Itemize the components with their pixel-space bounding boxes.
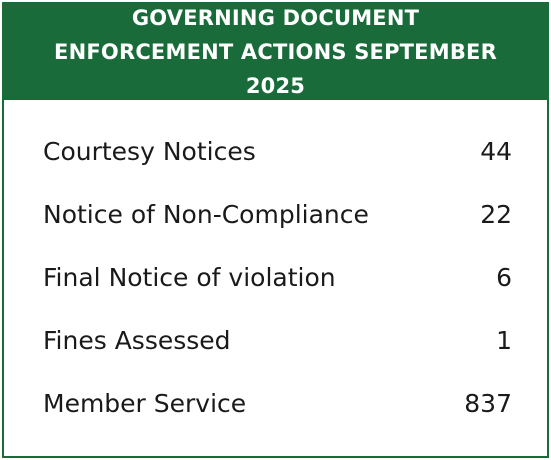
row-value: 837 [464, 389, 512, 418]
row-label: Notice of Non-Compliance [43, 200, 369, 229]
row-value: 1 [496, 326, 512, 355]
list-item [4, 120, 547, 183]
list-item [4, 372, 547, 435]
list-item [4, 183, 547, 246]
row-label: Member Service [43, 389, 247, 418]
row-value: 6 [496, 263, 512, 292]
list-item [4, 246, 547, 309]
enforcement-summary-card [2, 2, 549, 458]
row-label: Fines Assessed [43, 326, 231, 355]
card-header [4, 4, 547, 100]
row-value: 22 [480, 200, 512, 229]
list-item [4, 309, 547, 372]
enforcement-list [4, 120, 547, 435]
row-label: Courtesy Notices [43, 137, 256, 166]
card-title: GOVERNING DOCUMENT ENFORCEMENT ACTIONS SEPTEMBER 2025 [54, 6, 497, 98]
row-label: Final Notice of violation [43, 263, 336, 292]
row-value: 44 [480, 137, 512, 166]
